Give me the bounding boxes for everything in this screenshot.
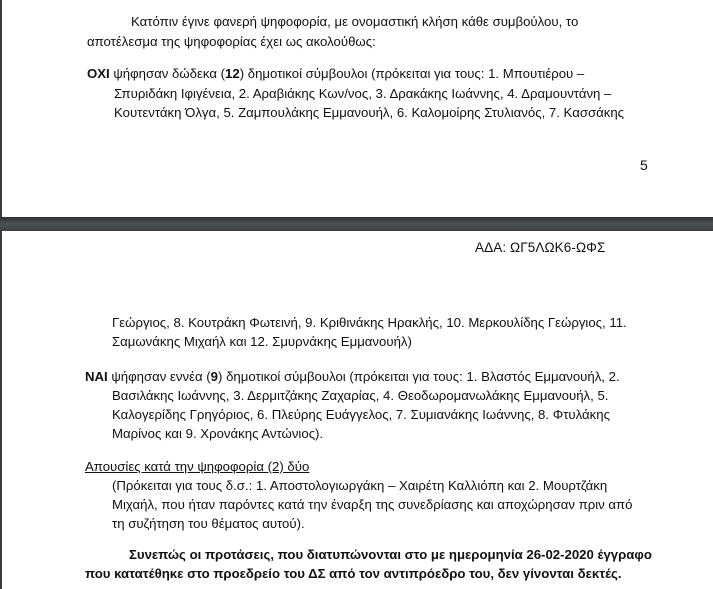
intro-line-2: αποτέλεσμα της ψηφοφορίας έχει ως ακολούθως:	[87, 34, 376, 49]
yes-vote-line-1	[85, 367, 620, 388]
yes-vote-line-2: Βασιλάκης Ιωάννης, 3. Δερμιτζάκης Ζαχαρίας, 4. Θεοδωρομανωλάκης Εμμανουήλ, 5.	[112, 388, 609, 403]
yes-vote-line-3: Καλογερίδης Γρηγόριος, 6. Πλεύρης Ευάγγελος, 7. Συμιανάκης Ιωάννης, 8. Φτυλάκης	[112, 407, 610, 422]
yes-vote-label: ΝΑΙ	[85, 369, 108, 384]
no-vote-label: ΟΧΙ	[87, 66, 110, 81]
yes-vote-count: 9	[210, 369, 219, 384]
no-vote-line-2: Σπυριδάκη Ιφιγένεια, 2. Αραβιάκης Κων/νος, 3. Δρακάκης Ιωάννης, 4. Δραμουντάνη –	[114, 86, 612, 101]
conclusion-line-1: Συνεπώς οι προτάσεις, που διατυπώνονται στο με ημερομηνία 26-02-2020 έγγραφο	[129, 547, 652, 562]
no-vote-text-a: ψήφησαν δώδεκα (	[113, 66, 226, 81]
absent-line-1: (Πρόκειται για τους δ.σ.: 1. Αποστολογιωργάκη – Χαιρέτη Καλλιόπη και 2. Μουρτζάκη	[112, 478, 608, 493]
yes-vote-text-a: ψήφησαν εννέα (	[111, 369, 211, 384]
no-vote-text-b: ) δημοτικοί σύμβουλοι (πρόκειται για τους: 1. Μπουτιέρου –	[239, 66, 585, 81]
yes-vote-line-4: Μαρίνος και 9. Χρονάκης Αντώνιος).	[112, 426, 324, 441]
conclusion-line-2: που κατατέθηκε στο προεδρείο του ΔΣ από τον αντιπρόεδρο του, δεν γίνονται δεκτές.	[85, 566, 622, 581]
page-number: 5	[640, 157, 648, 173]
absent-heading: Απουσίες κατά την ψηφοφορία (2) δύο	[85, 459, 310, 474]
ada-code: ΑΔΑ: ΩΓ5ΛΩΚ6-ΩΦΣ	[475, 240, 606, 255]
no-vote-count: 12	[225, 66, 240, 81]
intro-line-1: Κατόπιν έγινε φανερή ψηφοφορία, με ονομαστική κλήση κάθε συμβούλου, το	[131, 14, 579, 29]
absent-line-2: Μιχαήλ, που ήταν παρόντες κατά την έναρξη της συνεδρίασης και αποχώρησαν πριν από	[112, 497, 633, 512]
absent-line-3: τη συζήτηση του θέματος αυτού).	[112, 516, 305, 531]
no-vote-line-1	[87, 64, 584, 85]
no-vote-cont-line-1: Γεώργιος, 8. Κουτράκη Φωτεινή, 9. Κριθινάκης Ηρακλής, 10. Μερκουλίδης Γεώργιος, 11.	[112, 315, 627, 330]
page-separator	[0, 217, 713, 231]
document-page-top	[0, 0, 713, 217]
no-vote-line-3: Κουτεντάκη Όλγα, 5. Ζαμπουλάκης Εμμανουήλ, 6. Καλομοίρης Στυλιανός, 7. Κασσάκης	[114, 105, 625, 120]
no-vote-cont-line-2: Σαμωνάκης Μιχαήλ και 12. Σμυρνάκης Εμμανουήλ)	[112, 334, 412, 349]
yes-vote-text-b: ) δημοτικοί σύμβουλοι (πρόκειται για τους: 1. Βλαστός Εμμανουήλ, 2.	[218, 369, 620, 384]
